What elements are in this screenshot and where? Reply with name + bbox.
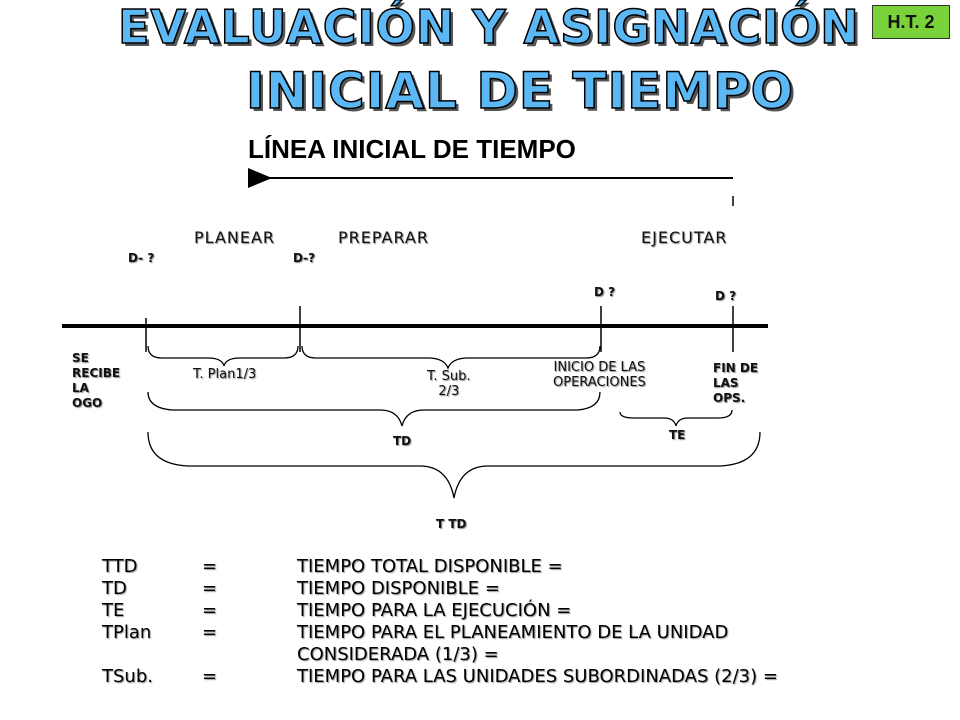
legend-desc: TIEMPO DISPONIBLE = bbox=[297, 578, 500, 599]
legend-eq: = bbox=[202, 622, 218, 643]
span-ttd: T TD bbox=[436, 517, 467, 531]
title-line-2: INICIAL DE TIEMPO bbox=[246, 62, 795, 120]
legend-desc: TIEMPO PARA EL PLANEAMIENTO DE LA UNIDAD bbox=[297, 622, 729, 643]
legend-desc: TIEMPO PARA LA EJECUCIÓN = bbox=[297, 600, 572, 621]
phase-planear: PLANEAR bbox=[194, 228, 276, 247]
legend-desc: CONSIDERADA (1/3) = bbox=[297, 644, 499, 665]
legend-desc: TIEMPO TOTAL DISPONIBLE = bbox=[297, 556, 563, 577]
event-inicio-operaciones: INICIO DE LAS OPERACIONES bbox=[553, 360, 646, 390]
title-line-1: EVALUACIÓN Y ASIGNACIÓN bbox=[118, 0, 860, 54]
legend-eq: = bbox=[202, 578, 218, 599]
span-tsub: T. Sub. 2/3 bbox=[427, 369, 471, 399]
legend-eq: = bbox=[202, 666, 218, 687]
marker-d1: D- ? bbox=[128, 251, 155, 265]
marker-d2: D-? bbox=[293, 251, 316, 265]
legend-abbr: TE bbox=[102, 600, 125, 621]
span-tplan: T. Plan1/3 bbox=[193, 367, 257, 382]
legend-abbr: TTD bbox=[102, 556, 138, 577]
span-te: TE bbox=[669, 428, 686, 442]
marker-d3: D ? bbox=[594, 285, 616, 299]
ht-badge: H.T. 2 bbox=[872, 5, 950, 39]
subtitle: LÍNEA INICIAL DE TIEMPO bbox=[248, 134, 576, 164]
brace-td bbox=[148, 392, 600, 426]
legend-abbr: TD bbox=[102, 578, 127, 599]
event-se-recibe: SE RECIBE LA OGO bbox=[72, 351, 121, 410]
marker-d4: D ? bbox=[715, 289, 737, 303]
legend-desc: TIEMPO PARA LAS UNIDADES SUBORDINADAS (2/3) = bbox=[297, 666, 778, 687]
legend-eq: = bbox=[202, 600, 218, 621]
legend-abbr: TSub. bbox=[102, 666, 153, 687]
phase-ejecutar: EJECUTAR bbox=[641, 228, 728, 247]
brace-tplan bbox=[148, 346, 298, 366]
event-fin-ops: FIN DE LAS OPS. bbox=[713, 361, 759, 405]
legend-eq: = bbox=[202, 556, 218, 577]
legend-abbr: TPlan bbox=[102, 622, 152, 643]
brace-te bbox=[620, 410, 732, 426]
span-td: TD bbox=[393, 434, 412, 448]
phase-preparar: PREPARAR bbox=[338, 228, 429, 247]
